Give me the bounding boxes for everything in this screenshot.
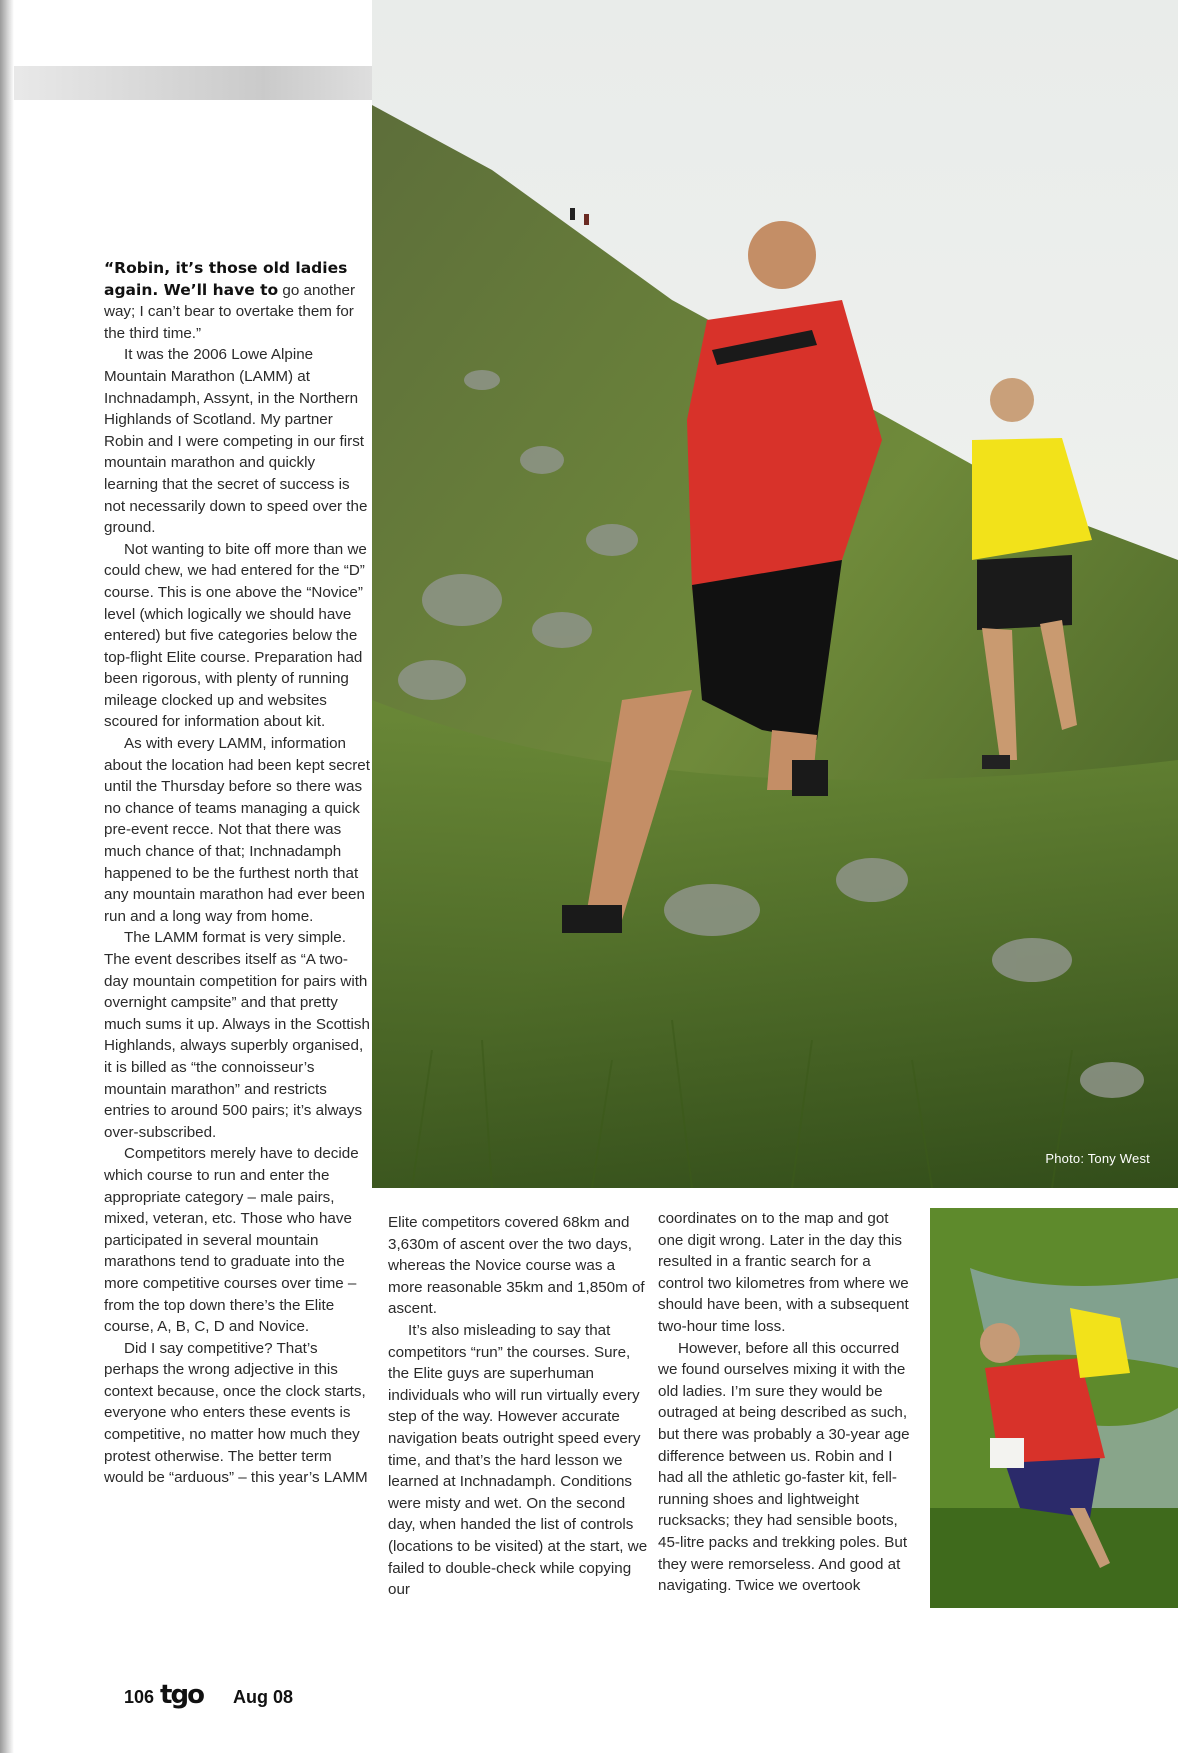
article-paragraph: coordinates on to the map and got one digit wrong. Later in the day this resulted in a frantic search for a control two kilometres from where we should have been, with a subsequent two-hour time loss. [658, 1210, 909, 1335]
article-paragraph [104, 258, 372, 344]
page-gutter-shadow [0, 0, 14, 1753]
magazine-logo: tgo [160, 1680, 203, 1710]
inset-photo [930, 1208, 1178, 1608]
main-photo [372, 0, 1178, 1188]
inset-photo-illustration [930, 1208, 1178, 1608]
article-paragraph: It was the 2006 Lowe Alpine Mountain Marathon (LAMM) at Inchnadamph, Assynt, in the Northern Highlands of Scotland. My partner Robin and I were competing in our first mountain marathon and quickly learning that the secret of success is not necessarily down to speed over the ground. [104, 346, 368, 537]
article-paragraph: Elite competitors covered 68km and 3,630m of ascent over the two days, whereas the Novice course was a more reasonable 35km and 1,850m of ascent. [388, 1214, 645, 1318]
article-paragraph: The LAMM format is very simple. The event describes itself as “A two-day mountain competition for pairs with overnight campsite” and that pretty much sums it up. Always in the Scottish Highlands, always superbly organised, it is billed as “the connoisseur’s mountain marathon” and restricts entries to around 500 pairs; it’s always over-subscribed. [104, 929, 370, 1141]
article-paragraph: However, before all this occurred we found ourselves mixing it with the old ladies. I’m sure they would be outraged at being described as such, but there was probably a 30-year age difference between us. Robin and I had all the athletic go-faster kit, fell-running shoes and lightweight rucksacks; they had sensible boots, 45-litre packs and trekking poles. But they were remorseless. And good at navigating. Twice we overtook [658, 1339, 910, 1595]
article-paragraph: Competitors merely have to decide which course to run and enter the appropriate category – male pairs, mixed, veteran, etc. Those who have participated in several mountain marathons tend to graduate into the more competitive courses over time – from the top down there’s the Elite course, A, B, C, D and Novice. [104, 1145, 359, 1336]
article-column-1 [104, 258, 372, 1489]
page-footer [124, 1680, 293, 1710]
article-paragraph: Did I say competitive? That’s perhaps the wrong adjective in this context because, once the clock starts, everyone who enters these events is competitive, no matter how much they protest otherwise. The better term would be “arduous” – this year’s LAMM [104, 1339, 368, 1487]
issue-date: Aug 08 [232, 1687, 293, 1707]
article-column-3 [658, 1208, 918, 1597]
article-paragraph: As with every LAMM, information about the location had been kept secret until the Thursday before so there was no chance of teams managing a quick pre-event recce. Not that there was much chance of that; Inchnadamph happened to be the furthest north that any mountain marathon had ever been run and a long way from home. [104, 735, 370, 925]
article-paragraph: Not wanting to bite off more than we could chew, we had entered for the “D” course. This is one above the “Novice” level (which logically we should have entered) but five categories below the top-flight Elite course. Preparation had been rigorous, with plenty of running mileage clocked up and websites scoured for information about kit. [104, 540, 367, 731]
article-paragraph: It’s also misleading to say that competitors “run” the courses. Sure, the Elite guys are superhuman individuals who will run virtually every step of the way. However accurate navigation beats outright speed every time, and that’s the hard lesson we learned at Inchnadamph. Conditions were misty and wet. On the second day, when handed the list of controls (locations to be visited) at the start, we failed to double-check while copying our [388, 1321, 648, 1599]
lead-continuation: go another way; I can’t bear to overtake them for the third time.” [104, 281, 356, 342]
main-photo-illustration [372, 0, 1178, 1188]
page-number: 106 [124, 1687, 155, 1707]
article-column-2 [388, 1212, 650, 1601]
photo-credit: Photo: Tony West [1045, 1151, 1150, 1166]
lead-quote: “Robin, it’s those old ladies again. We’ll have to [104, 259, 348, 299]
